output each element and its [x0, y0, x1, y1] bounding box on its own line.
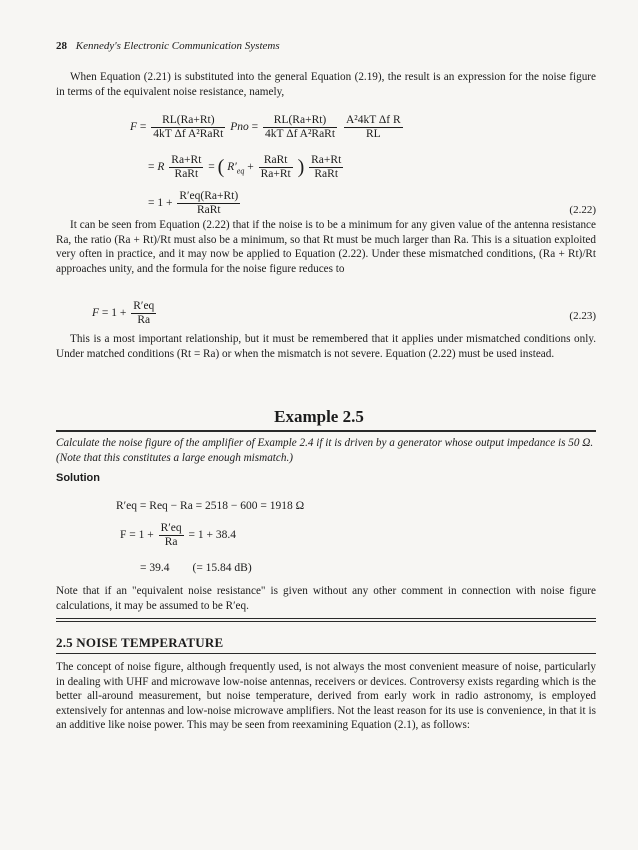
- equation-2-23: F = 1 + $\frac{R'eq}{Ra}$: [92, 300, 155, 326]
- running-title: Kennedy's Electronic Communication Systems: [75, 40, 280, 52]
- eq-fraction: $\frac{R'eq(Ra+Rt)}{\text{RaRt}}$: [179, 190, 239, 216]
- example-top-rule: [56, 430, 596, 432]
- equation-number-2-23: (2.23): [569, 310, 596, 322]
- eq-fraction: $\frac{Ra+Rt}{\text{RaRt}}$: [171, 154, 202, 180]
- eq-fraction: $\frac{\text{A²4kT Δf R}}{RL}$: [345, 114, 401, 140]
- eq-fraction: $\frac{R'eq}{Ra}$: [133, 300, 155, 326]
- example-title: Example 2.5: [274, 407, 364, 426]
- equation-2-22-line-2: = R $\frac{Ra+Rt}{\text{RaRt}}$ = ( $R'_{eq}$ + $\frac{\text{RaRt}}{Ra+Rt}$ ) $\frac{Ra+Rt}{\text{RaRt}}$: [148, 154, 342, 180]
- eq-fraction: $\frac{R'eq}{Ra}$: [160, 522, 182, 548]
- eq-fraction: $\frac{RL(Ra+Rt)}{\text{4kT Δf A²RaRt}}$: [265, 114, 336, 140]
- solution-line-2: F = 1 + $\frac{R'eq}{Ra}$ = 1 + 38.4: [120, 522, 237, 548]
- solution-line-1: R′eq = Req − Ra = 2518 − 600 = 1918 Ω: [116, 500, 305, 512]
- eq-fraction: $\frac{\text{RaRt}}{Ra+Rt}$: [260, 154, 291, 180]
- running-header: [56, 40, 280, 52]
- paragraph-after-2-23: This is a most important relationship, but it must be remembered that it applies under mismatched conditions only. Under matched conditions (Rt = Ra) or when the mismatch is not severe. Equation (2.22) must be used instead.: [56, 333, 596, 360]
- solution-label: Solution: [56, 472, 100, 484]
- intro-paragraph: When Equation (2.21) is substituted into the general Equation (2.19), the result is an expression for the noise figure in terms of the equivalent noise resistance, namely,: [56, 71, 596, 98]
- section-body: The concept of noise figure, although frequently used, is not always the most convenient measure of noise, particularly in dealing with UHF and microwave low-noise antennas, receivers or devices. Controversy exists regarding which is the better all-around measurement, but noise temperature, derived from early work in radio astronomy, is employed extensively for antennas and low-noise microwave amplifiers. Not the least reason for its use is convenience, in that it is an additive like noise power. This may be seen from reexamining Equation (2.1), as follows:: [56, 661, 596, 732]
- example-note: Note that if an "equivalent noise resistance" is given without any other comment in connection with noise figure calculations, it may be assumed to be R′eq.: [56, 585, 596, 612]
- section-rule: [56, 653, 596, 654]
- page-number: 28: [56, 40, 67, 52]
- eq-fraction: $\frac{Ra+Rt}{\text{RaRt}}$: [311, 154, 342, 180]
- equation-2-22-line-3: = 1 + $\frac{R'eq(Ra+Rt)}{\text{RaRt}}$: [148, 190, 239, 216]
- paragraph-after-2-22: It can be seen from Equation (2.22) that if the noise is to be a minimum for any given value of the antenna resistance Ra, the ratio (Ra + Rt)/Rt must also be a minimum, so that Rt must be much larger than Ra. This is a situation exploited very often in practice, and it may now be applied to Equation (2.22). Under these mismatched conditions, (Ra + Rt)/Rt approaches unity, and the formula for the noise figure reduces to: [56, 219, 596, 275]
- solution-line-3: = 39.4 (= 15.84 dB): [140, 562, 252, 574]
- equation-number-2-22: (2.22): [569, 204, 596, 216]
- example-problem: Calculate the noise figure of the amplifier of Example 2.4 if it is driven by a generator whose output impedance is 50 Ω. (Note that this constitutes a large enough mismatch.): [56, 437, 594, 464]
- example-bottom-rule-2: [56, 621, 596, 622]
- equation-2-22-line-1: F = $\frac{RL(Ra+Rt)}{\text{4kT Δf A²RaRt}}$ Pno = $\frac{RL(Ra+Rt)}{\text{4kT Δf A²RaRt}}$ $\frac{\text{A²4kT Δf R}}{RL}$: [130, 114, 401, 140]
- eq-fraction: $\frac{RL(Ra+Rt)}{\text{4kT Δf A²RaRt}}$: [153, 114, 224, 140]
- example-bottom-rule: [56, 618, 596, 619]
- section-title: 2.5 NOISE TEMPERATURE: [56, 635, 224, 650]
- eq-lhs: F: [130, 121, 138, 134]
